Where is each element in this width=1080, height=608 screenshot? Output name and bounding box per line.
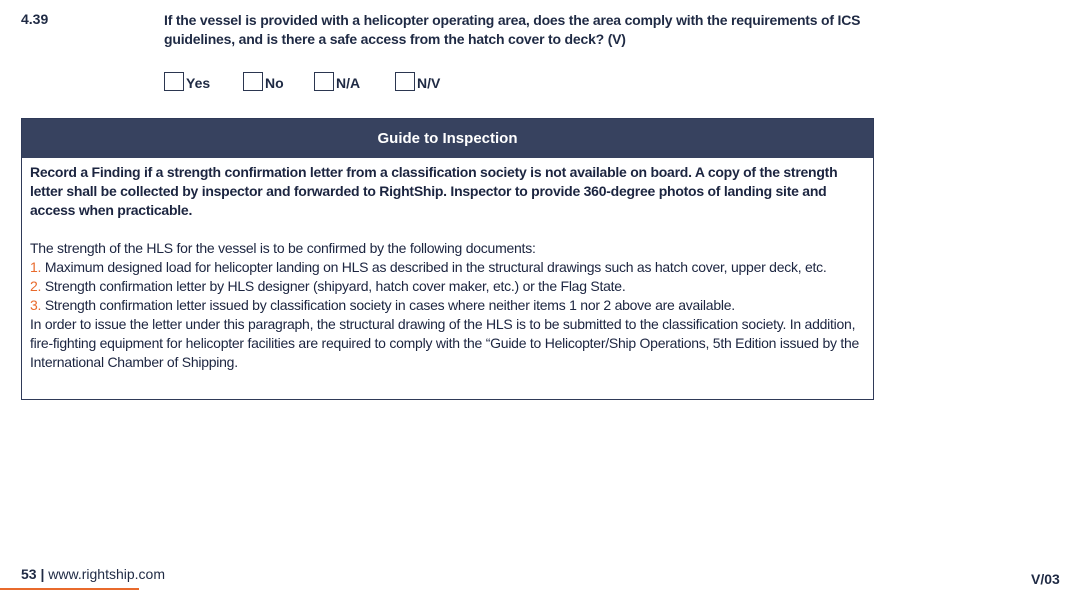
- option-no[interactable]: [243, 69, 284, 91]
- footer-accent-line: [0, 588, 139, 590]
- item-number: 1.: [30, 259, 42, 275]
- guide-body: [22, 158, 873, 372]
- question-number: 4.39: [21, 11, 49, 27]
- guide-bold-paragraph: Record a Finding if a strength confirmation letter from a classification society is not available on board. A copy of the strength letter shall be collected by inspector and forwarded to RightShip. Inspector to provide 360-degree photos of landing site and access when practicable.: [30, 164, 838, 218]
- guide-closing: In order to issue the letter under this paragraph, the structural drawing of the HLS is to be submitted to the classification society. In addition, fire-fighting equipment for helicopter facilities are required to comply with the “Guide to Helicopter/Ship Operations, 5th Edition issued by the International Chamber of Shipping.: [30, 316, 860, 370]
- option-nv-label: N/V: [417, 75, 441, 91]
- option-no-label: No: [265, 75, 284, 91]
- option-na[interactable]: [314, 69, 360, 91]
- checkbox-yes[interactable]: [164, 72, 184, 91]
- item-number: 3.: [30, 297, 42, 313]
- checkbox-nv[interactable]: [395, 72, 415, 91]
- option-nv[interactable]: [395, 69, 440, 91]
- checkbox-na[interactable]: [314, 72, 334, 91]
- question-text: If the vessel is provided with a helicopter operating area, does the area comply with the requirements of ICS guidelines, and is there a safe access from the hatch cover to deck? (V): [164, 12, 861, 47]
- guide-item-2: [30, 277, 865, 296]
- checkbox-no[interactable]: [243, 72, 263, 91]
- footer-page-info: [21, 566, 165, 582]
- option-yes[interactable]: [164, 69, 210, 91]
- item-text: Maximum designed load for helicopter landing on HLS as described in the structural drawings such as hatch cover, upper deck, etc.: [41, 259, 827, 275]
- page-number: 53: [21, 566, 37, 582]
- item-number: 2.: [30, 278, 42, 294]
- option-na-label: N/A: [336, 75, 361, 91]
- website-link[interactable]: www.rightship.com: [48, 566, 165, 582]
- guide-intro: The strength of the HLS for the vessel is to be confirmed by the following documents:: [30, 240, 536, 256]
- footer-separator: |: [36, 566, 49, 582]
- version-label: V/03: [1031, 571, 1060, 587]
- guide-item-3: [30, 296, 865, 315]
- option-yes-label: Yes: [186, 75, 211, 91]
- guide-item-1: [30, 258, 865, 277]
- item-text: Strength confirmation letter issued by classification society in cases where neither items 1 nor 2 above are available.: [41, 297, 735, 313]
- item-text: Strength confirmation letter by HLS designer (shipyard, hatch cover maker, etc.) or the Flag State.: [41, 278, 626, 294]
- guide-title: Guide to Inspection: [22, 119, 873, 158]
- guide-to-inspection-box: [21, 118, 874, 400]
